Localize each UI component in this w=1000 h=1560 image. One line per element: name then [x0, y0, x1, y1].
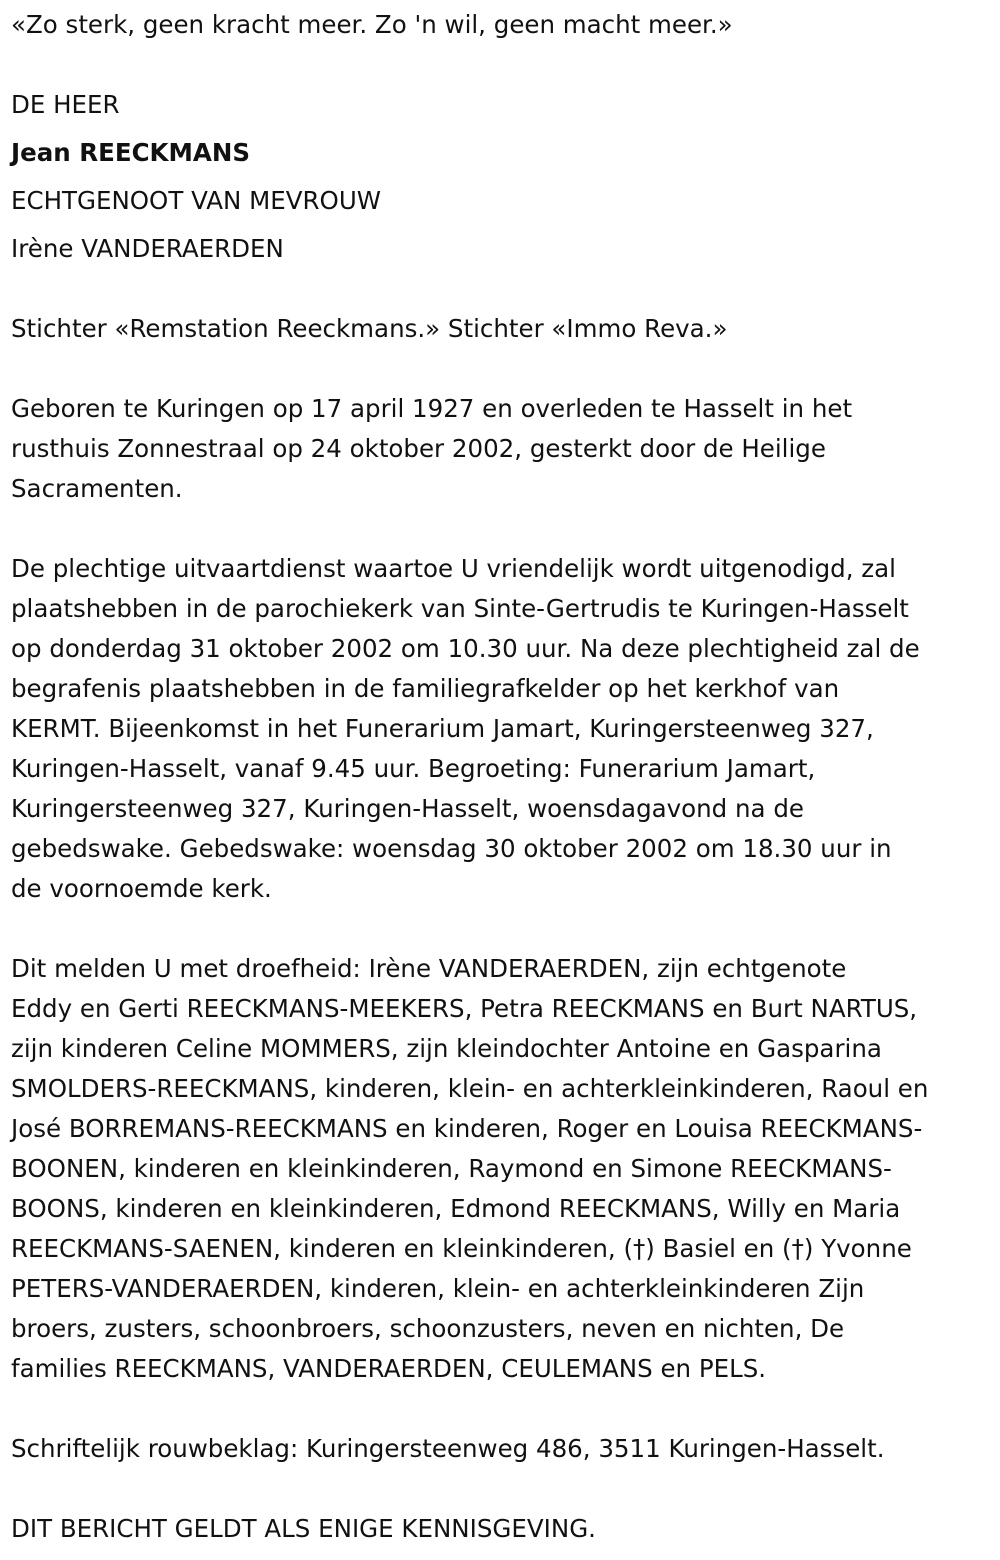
text-line: Kuringen-Hasselt, vanaf 9.45 uur. Begroeting: Funerarium Jamart, [11, 754, 816, 783]
text-line: Eddy en Gerti REECKMANS-MEEKERS, Petra REECKMANS en Burt NARTUS, [11, 994, 918, 1023]
text-line: gebedswake. Gebedswake: woensdag 30 oktober 2002 om 18.30 uur in [11, 834, 892, 863]
text-line: Sacramenten. [11, 474, 183, 503]
title-line: DE HEER [11, 90, 120, 119]
text-line: Geboren te Kuringen op 17 april 1927 en overleden te Hasselt in het [11, 394, 853, 423]
text-line: families REECKMANS, VANDERAERDEN, CEULEMANS en PELS. [11, 1354, 767, 1383]
text-line: broers, zusters, schoonbroers, schoonzusters, neven en nichten, De [11, 1314, 845, 1343]
text-line: rusthuis Zonnestraal op 24 oktober 2002, gesterkt door de Heilige [11, 434, 826, 463]
text-line: Kuringersteenweg 327, Kuringen-Hasselt, woensdagavond na de [11, 794, 804, 823]
closing-line: DIT BERICHT GELDT ALS ENIGE KENNISGEVING. [11, 1514, 596, 1543]
text-line: SMOLDERS-REECKMANS, kinderen, klein- en achterkleinkinderen, Raoul en [11, 1074, 929, 1103]
text-line: de voornoemde kerk. [11, 874, 272, 903]
motto: «Zo sterk, geen kracht meer. Zo 'n wil, geen macht meer.» [11, 10, 733, 39]
spouse-label: ECHTGENOOT VAN MEVROUW [11, 186, 382, 215]
text-line: plaatshebben in de parochiekerk van Sinte-Gertrudis te Kuringen-Hasselt [11, 594, 909, 623]
birth-death-paragraph [11, 389, 993, 509]
text-line: zijn kinderen Celine MOMMERS, zijn kleindochter Antoine en Gasparina [11, 1034, 882, 1063]
text-line: PETERS-VANDERAERDEN, kinderen, klein- en achterkleinkinderen Zijn [11, 1274, 865, 1303]
family-paragraph [11, 949, 993, 1389]
text-line: BOONS, kinderen en kleinkinderen, Edmond REECKMANS, Willy en Maria [11, 1194, 901, 1223]
text-line: KERMT. Bijeenkomst in het Funerarium Jamart, Kuringersteenweg 327, [11, 714, 874, 743]
text-line: Dit melden U met droefheid: Irène VANDERAERDEN, zijn echtgenote [11, 954, 847, 983]
founder-line: Stichter «Remstation Reeckmans.» Stichter «Immo Reva.» [11, 314, 728, 343]
text-line: begrafenis plaatshebben in de familiegrafkelder op het kerkhof van [11, 674, 840, 703]
text-line: De plechtige uitvaartdienst waartoe U vriendelijk wordt uitgenodigd, zal [11, 554, 896, 583]
deceased-name: Jean REECKMANS [11, 138, 251, 167]
text-line: BOONEN, kinderen en kleinkinderen, Raymond en Simone REECKMANS- [11, 1154, 892, 1183]
text-line: José BORREMANS-REECKMANS en kinderen, Roger en Louisa REECKMANS- [11, 1114, 923, 1143]
text-line: REECKMANS-SAENEN, kinderen en kleinkinderen, (†) Basiel en (†) Yvonne [11, 1234, 912, 1263]
funeral-paragraph [11, 549, 993, 909]
condolence-line: Schriftelijk rouwbeklag: Kuringersteenweg 486, 3511 Kuringen-Hasselt. [11, 1434, 885, 1463]
spouse-name: Irène VANDERAERDEN [11, 234, 284, 263]
text-line: op donderdag 31 oktober 2002 om 10.30 uur. Na deze plechtigheid zal de [11, 634, 920, 663]
